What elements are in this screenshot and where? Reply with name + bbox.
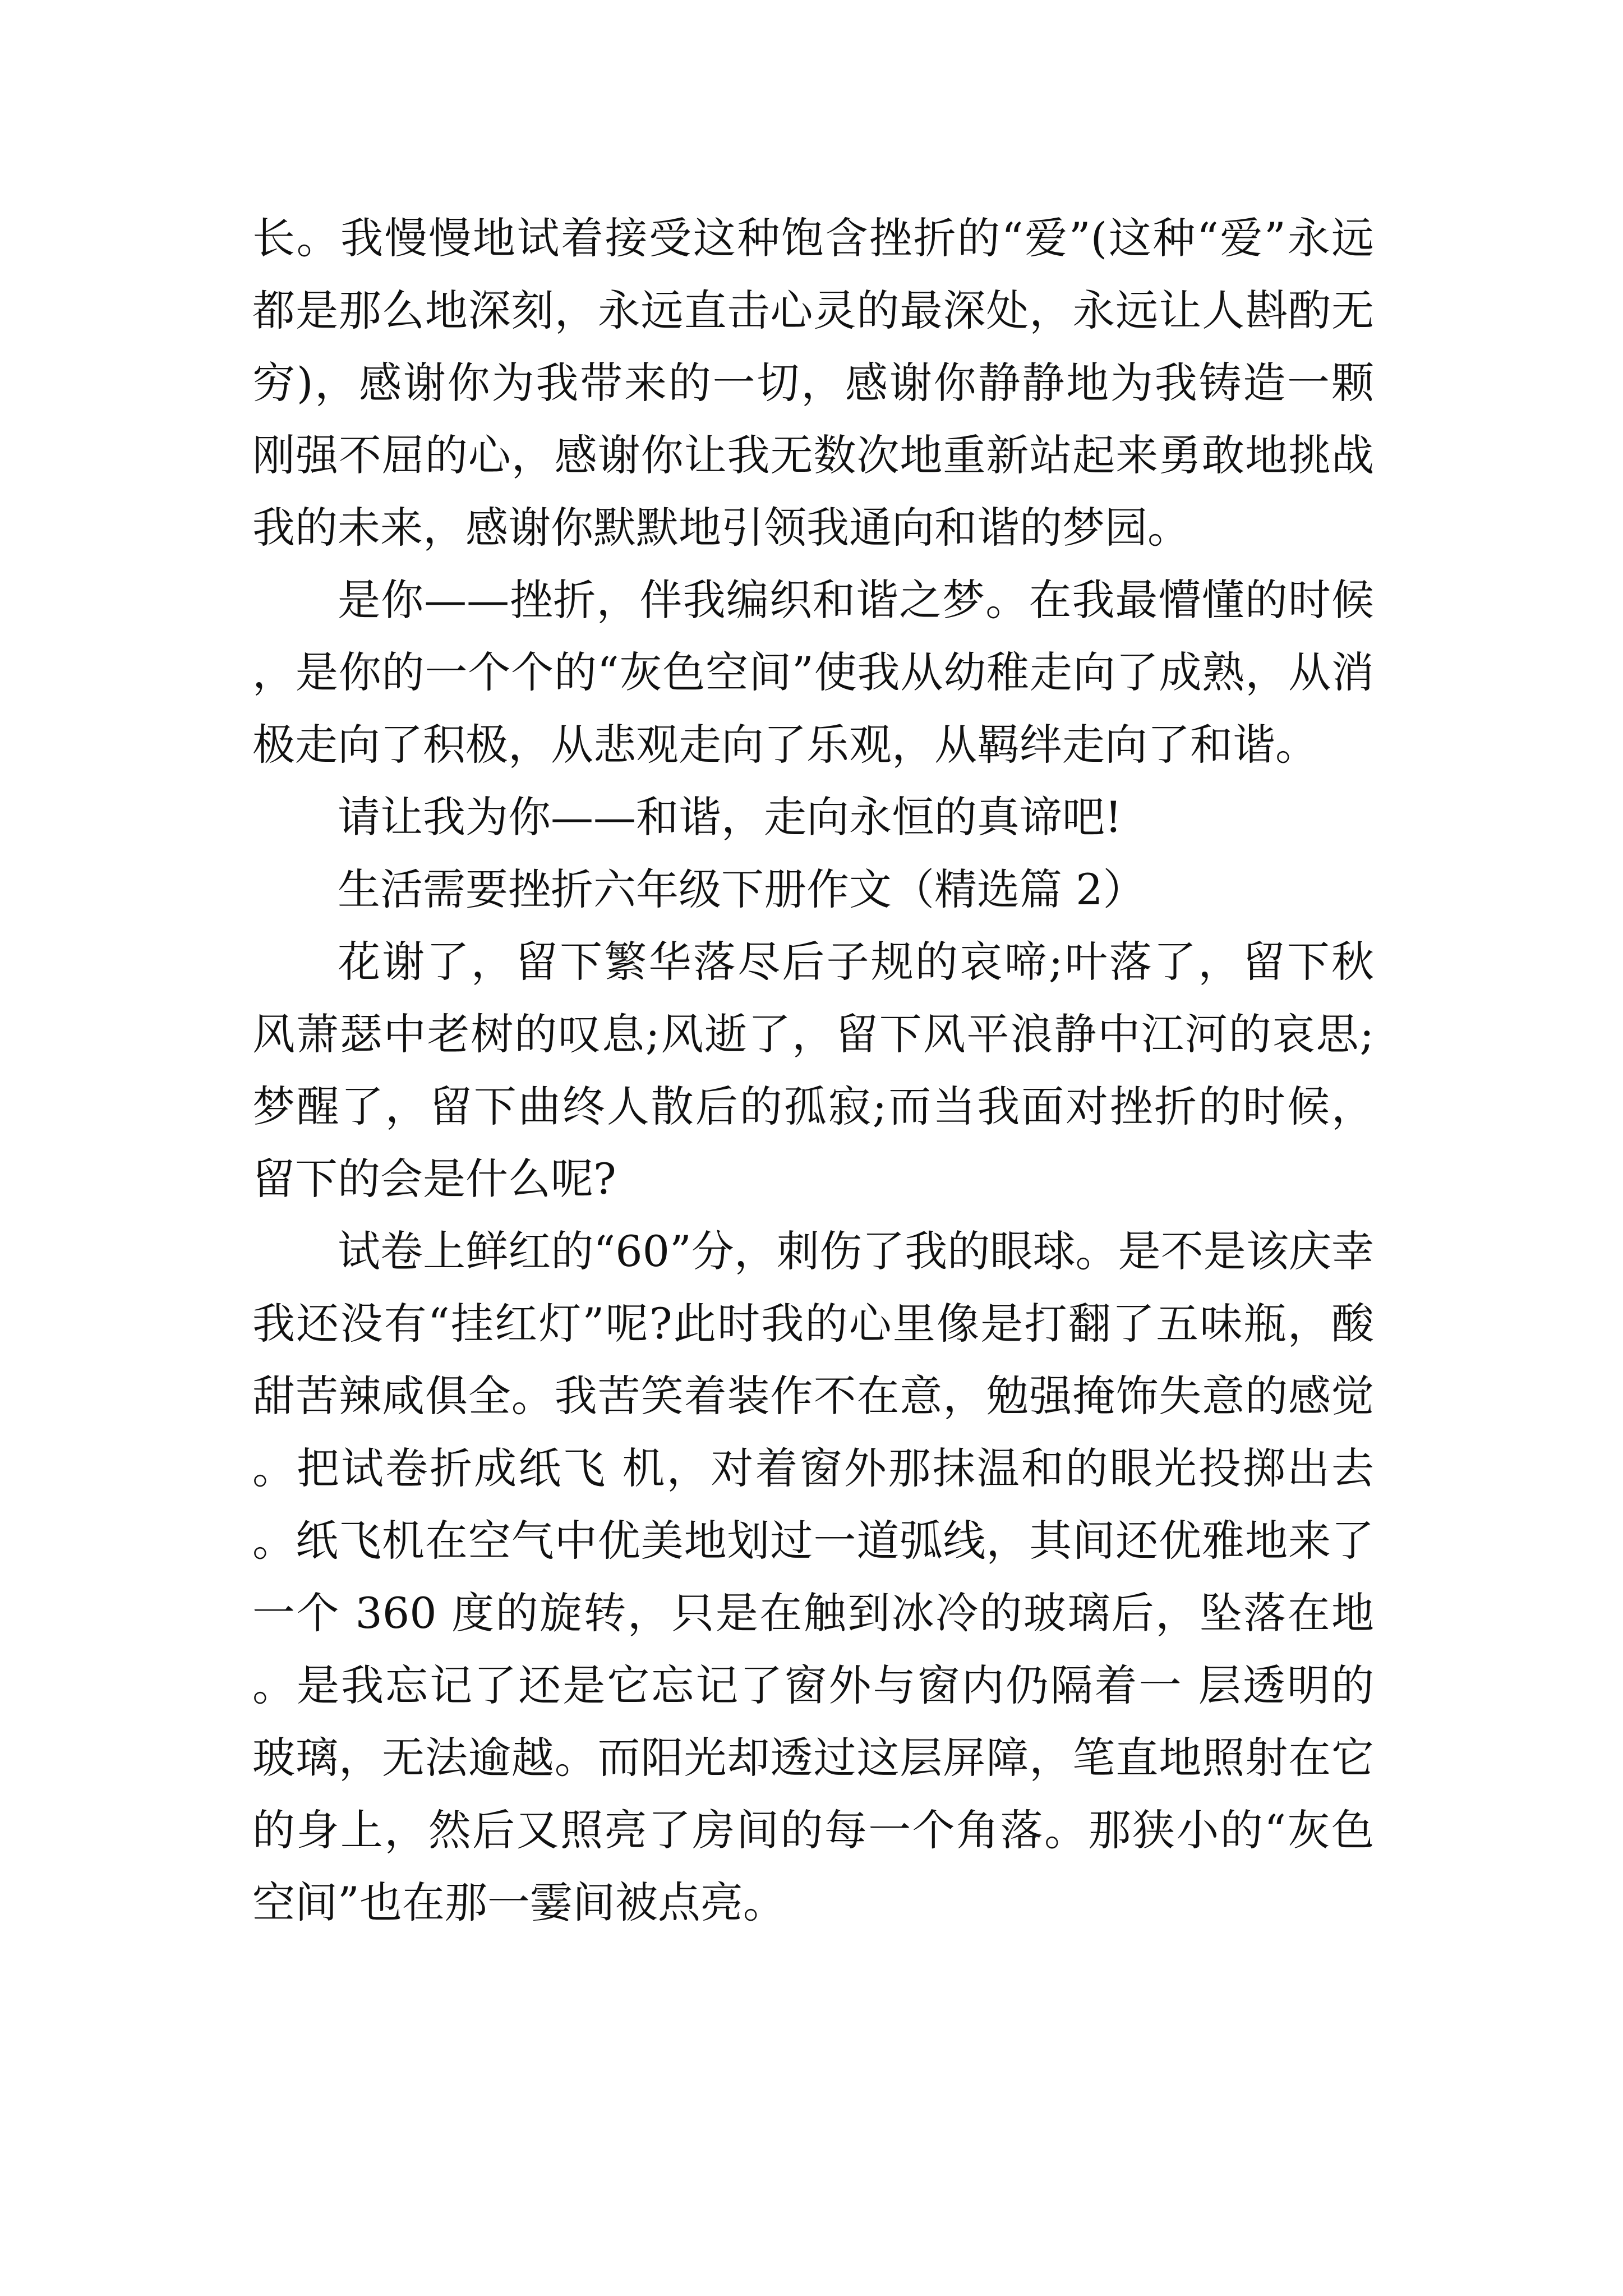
- paragraph-1: 长。我慢慢地试着接受这种饱含挫折的“爱”(这种“爱”永远都是那么地深刻，永远直击心灵的最深处，永远让人斟酌无穷)，感谢你为我带来的一切，感谢你静静地为我铸造一颗刚强不屈的心，感谢你让我无数次地重新站起来勇敢地挑战我的未来，感谢你默默地引领我通向和谐的梦园。: [252, 213, 1374, 553]
- document-body: [252, 202, 1374, 1939]
- paragraph-4: 花谢了，留下繁华落尽后子规的哀啼;叶落了，留下秋风萧瑟中老树的叹息;风逝了，留下风平浪静中江河的哀思;梦醒了，留下曲终人散后的孤寂;而当我面对挫折的时候，留下的会是什么呢?: [252, 937, 1374, 1204]
- paragraph-5: 试卷上鲜红的“60”分，刺伤了我的眼球。是不是该庆幸我还没有“挂红灯”呢?此时我的心里像是打翻了五味瓶，酸甜苦辣咸俱全。我苦笑着装作不在意，勉强掩饰失意的感觉。把试卷折成纸飞 机，对着窗外那抹温和的眼光投掷出去。纸飞机在空气中优美地划过一道弧线，其间还优雅地来了一个 360 度的旋转，只是在触到冰冷的玻璃后，坠落在地。是我忘记了还是它忘记了窗外与窗内仍隔着一 层透明的玻璃，无法逾越。而阳光却透过这层屏障，笔直地照射在它的身上，然后又照亮了房间的每一个角落。那狭小的“灰色空间”也在那一霎间被点亮。: [252, 1226, 1374, 1927]
- section-heading: 生活需要挫折六年级下册作文（精选篇 2）: [338, 864, 1146, 914]
- paragraph-2: 是你——挫折，伴我编织和谐之梦。在我最懵懂的时候，是你的一个个的“灰色空间”使我从幼稚走向了成熟，从消极走向了积极，从悲观走向了乐观，从羁绊走向了和谐。: [252, 575, 1374, 770]
- paragraph-3: 请让我为你——和谐，走向永恒的真谛吧!: [338, 792, 1122, 842]
